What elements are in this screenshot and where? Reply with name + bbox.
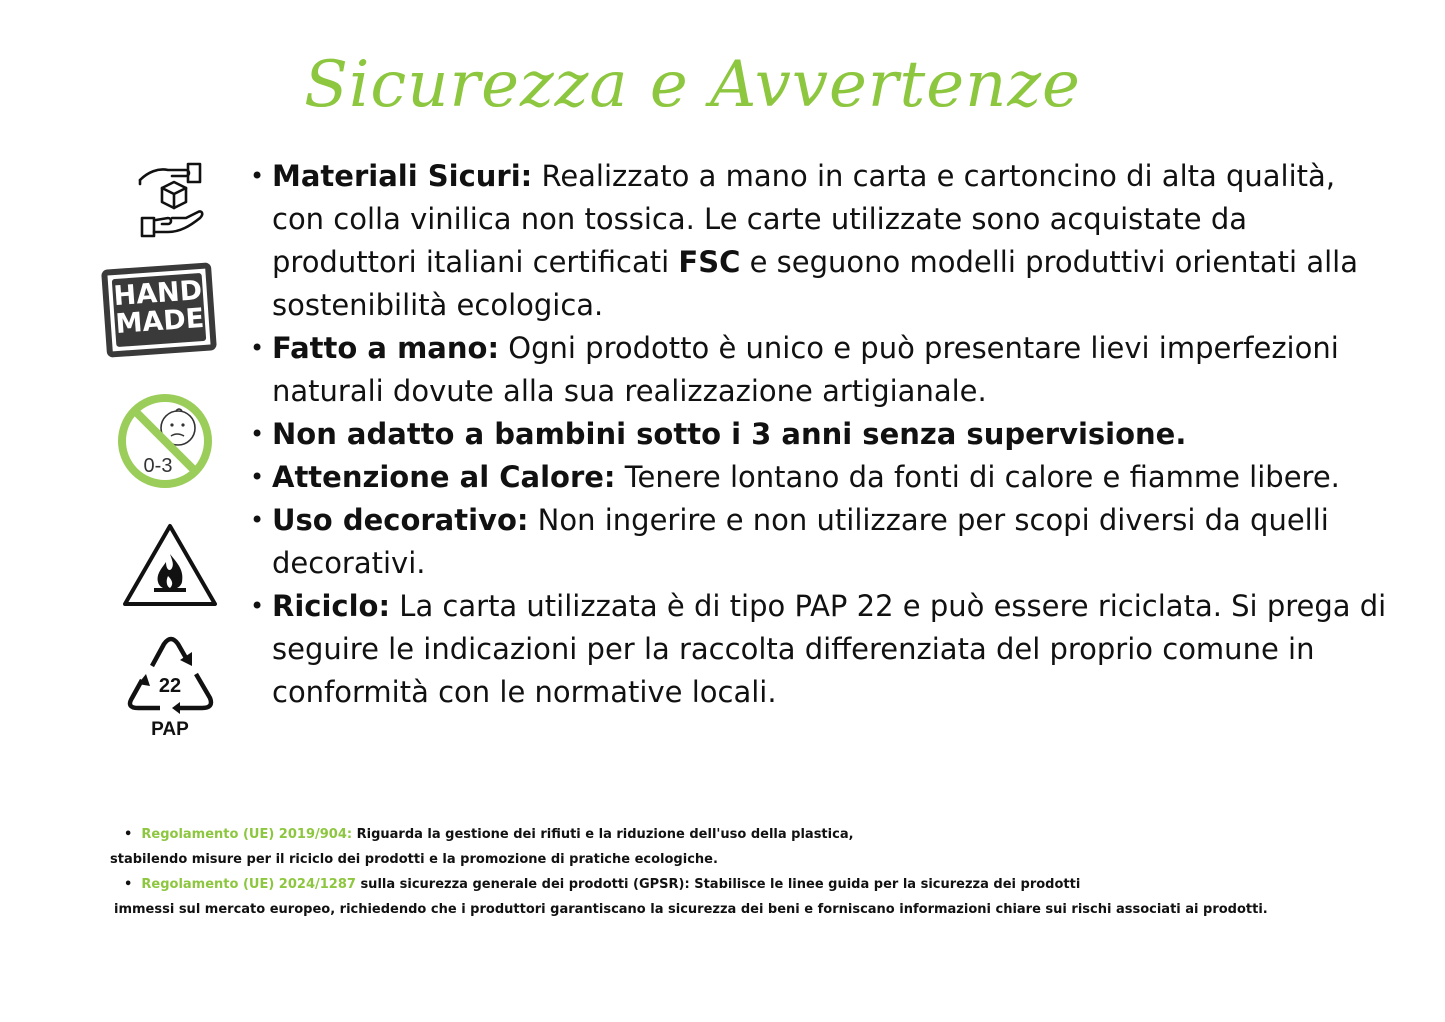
fsc-label: FSC (678, 245, 741, 279)
list-item (248, 155, 1388, 327)
list-item (248, 499, 1388, 585)
footnote-row: • Regolamento (UE) 2024/1287 sulla sicurezza generale dei prodotti (GPSR): Stabilisce le linee guida per la sicurezza dei prodotti (124, 877, 1081, 892)
recycle-number: 22 (158, 675, 182, 697)
handmade-line2: MADE (114, 302, 206, 341)
handmade-stamp-icon (101, 262, 217, 357)
footnote-row: • Regolamento (UE) 2019/904: Riguarda la gestione dei rifiuti e la riduzione dell'uso della plastica, (124, 827, 854, 842)
list-item (248, 413, 1388, 456)
hand-box-icon (132, 158, 210, 240)
page-title: Sicurezza e Avvertenze (304, 48, 1081, 122)
item-label: Attenzione al Calore: (272, 460, 616, 494)
footnote-row: stabilendo misure per il riciclo dei prodotti e la promozione di pratiche ecologiche. (110, 852, 718, 867)
list-item (248, 456, 1388, 499)
item-label: Uso decorativo: (272, 503, 529, 537)
item-text: Ogni prodotto è unico e può presentare lievi imperfezioni naturali dovute alla sua realizzazione artigianale. (272, 331, 1339, 408)
item-label: Riciclo: (272, 589, 391, 623)
age-label: 0-3 (143, 455, 173, 477)
list-item (248, 585, 1388, 714)
footnote-text: sulla sicurezza generale dei prodotti (GPSR): Stabilisce le linee guida per la sicurezza dei prodotti (355, 877, 1081, 892)
list-item (248, 327, 1388, 413)
footnote-ref: Regolamento (UE) 2019/904: (141, 827, 353, 842)
handmade-line1: HAND (112, 274, 204, 313)
item-label: Non adatto a bambini sotto i 3 anni senza supervisione. (272, 417, 1187, 451)
item-text: e seguono modelli produttivi orientati alla sostenibilità ecologica. (272, 245, 1358, 322)
recycle-pap-icon (124, 632, 218, 744)
item-text: Non ingerire e non utilizzare per scopi diversi da quelli decorativi. (272, 503, 1329, 580)
item-text: Realizzato a mano in carta e cartoncino di alta qualità, con colla vinilica non tossica. Le carte utilizzate sono acquistate da produttori italiani certificati (272, 159, 1336, 279)
footnote-row: immessi sul mercato europeo, richiedendo che i produttori garantiscano la sicurezza dei beni e forniscano informazioni chiare sui rischi associati ai prodotti. (114, 902, 1268, 917)
item-label: Materiali Sicuri: (272, 159, 533, 193)
no-children-icon (116, 392, 214, 490)
warnings-list (248, 155, 1388, 714)
footnote-text: Riguarda la gestione dei rifiuti e la riduzione dell'uso della plastica, (352, 827, 854, 842)
item-text: La carta utilizzata è di tipo PAP 22 e può essere riciclata. Si prega di seguire le indicazioni per la raccolta differenziata del proprio comune in conformità con le normative locali. (272, 589, 1387, 709)
item-label: Fatto a mano: (272, 331, 500, 365)
recycle-label: PAP (151, 719, 189, 740)
footnotes (110, 822, 1310, 922)
flammable-warning-icon (120, 520, 220, 608)
item-text: Tenere lontano da fonti di calore e fiamme libere. (615, 460, 1340, 494)
footnote-ref: Regolamento (UE) 2024/1287 (141, 877, 356, 892)
